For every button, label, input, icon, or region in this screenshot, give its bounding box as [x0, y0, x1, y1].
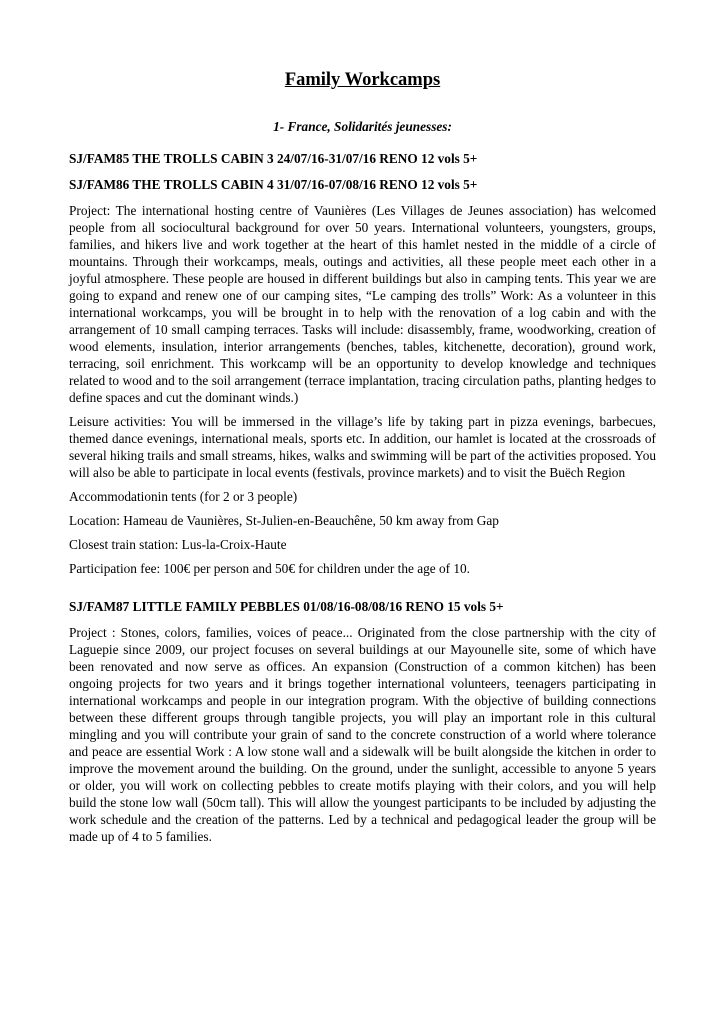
- workcamp-heading-fam87: SJ/FAM87 LITTLE FAMILY PEBBLES 01/08/16-08/08/16 RENO 15 vols 5+: [69, 599, 504, 614]
- section-little-family-pebbles: [69, 598, 656, 845]
- page-subtitle: 1- France, Solidarités jeunesses:: [273, 119, 452, 134]
- leisure-description: Leisure activities: You will be immersed in the village’s life by taking part in pizza evenings, barbecues, themed dance evenings, international meals, sports etc. In addition, our hamlet is located at the crossroads of several hiking trails and small streams, hikes, walks and swimming will be part of the activities proposed. You will also be able to participate in local events (festivals, province markets) and to visit the Buëch Region: [69, 414, 656, 480]
- participation-fee-text: Participation fee: 100€ per person and 50€ for children under the age of 10.: [69, 561, 470, 576]
- train-station-text: Closest train station: Lus-la-Croix-Haute: [69, 537, 287, 552]
- accommodation-text: Accommodationin tents (for 2 or 3 people): [69, 489, 298, 504]
- page-title: Family Workcamps: [284, 70, 441, 90]
- workcamp-heading-fam86: SJ/FAM86 THE TROLLS CABIN 4 31/07/16-07/08/16 RENO 12 vols 5+: [69, 177, 478, 192]
- project-description: Project: The international hosting centre of Vaunières (Les Villages de Jeunes association) has welcomed people from all sociocultural background for over 50 years. International volunteers, youngsters, groups, families, and hikers live and work together at the heart of this hamlet nested in the middle of a circle of mountains. Through their workcamps, meals, outings and activities, all these people meet each other in a joyful atmosphere. These people are housed in different buildings but also in camping tents. This year we are going to expand and renew one of our camping sites, “Le camping des trolls” Work: As a volunteer in this international workcamps, you will be brought in to help with the renovation of a log cabin and with the arrangement of 10 small camping terraces. Tasks will include: disassembly, frame, woodworking, creation of wood elements, insulation, interior arrangements (benches, tables, kitchenette, decoration), ground work, terracing, soil enrichment. This workcamp will be an opportunity to develop knowledge and techniques related to wood and to the soil arrangement (terrace implantation, tracing circulation paths, planting hedges to define spaces and cut the dominant winds.): [69, 203, 656, 405]
- project-description: Project : Stones, colors, families, voices of peace... Originated from the close partnership with the city of Laguepie since 2009, our project focuses on several buildings at our Mayounelle site, some of which have been renovated and now serve as offices. An expansion (Construction of a common kitchen) has been ongoing projects for two years and it brings together international volunteers, teenagers participating in international workcamps and people in our integration program. With the objective of building connections between these different groups through tangible projects, you will play an important role in this cultural mingling and you will contribute your grain of sand to the concrete construction of a world where tolerance and peace are essential Work : A low stone wall and a sidewalk will be built alongside the kitchen in order to improve the movement around the building. On the ground, under the sunlight, accessible to anyone 5 years or older, you will work on collecting pebbles to create motifs playing with their colors, and you will help build the stone low wall (50cm tall). This will allow the youngest participants to be included by adjusting the work schedule and the creation of the patterns. Led by a technical and pedagogical leader the group will be made up of 4 to 5 families.: [69, 625, 656, 844]
- section-spacer: [69, 584, 656, 598]
- workcamp-heading-fam85: SJ/FAM85 THE TROLLS CABIN 3 24/07/16-31/07/16 RENO 12 vols 5+: [69, 151, 478, 166]
- section-trolls-cabin: [69, 150, 656, 577]
- location-text: Location: Hameau de Vaunières, St-Julien-en-Beauchêne, 50 km away from Gap: [69, 513, 499, 528]
